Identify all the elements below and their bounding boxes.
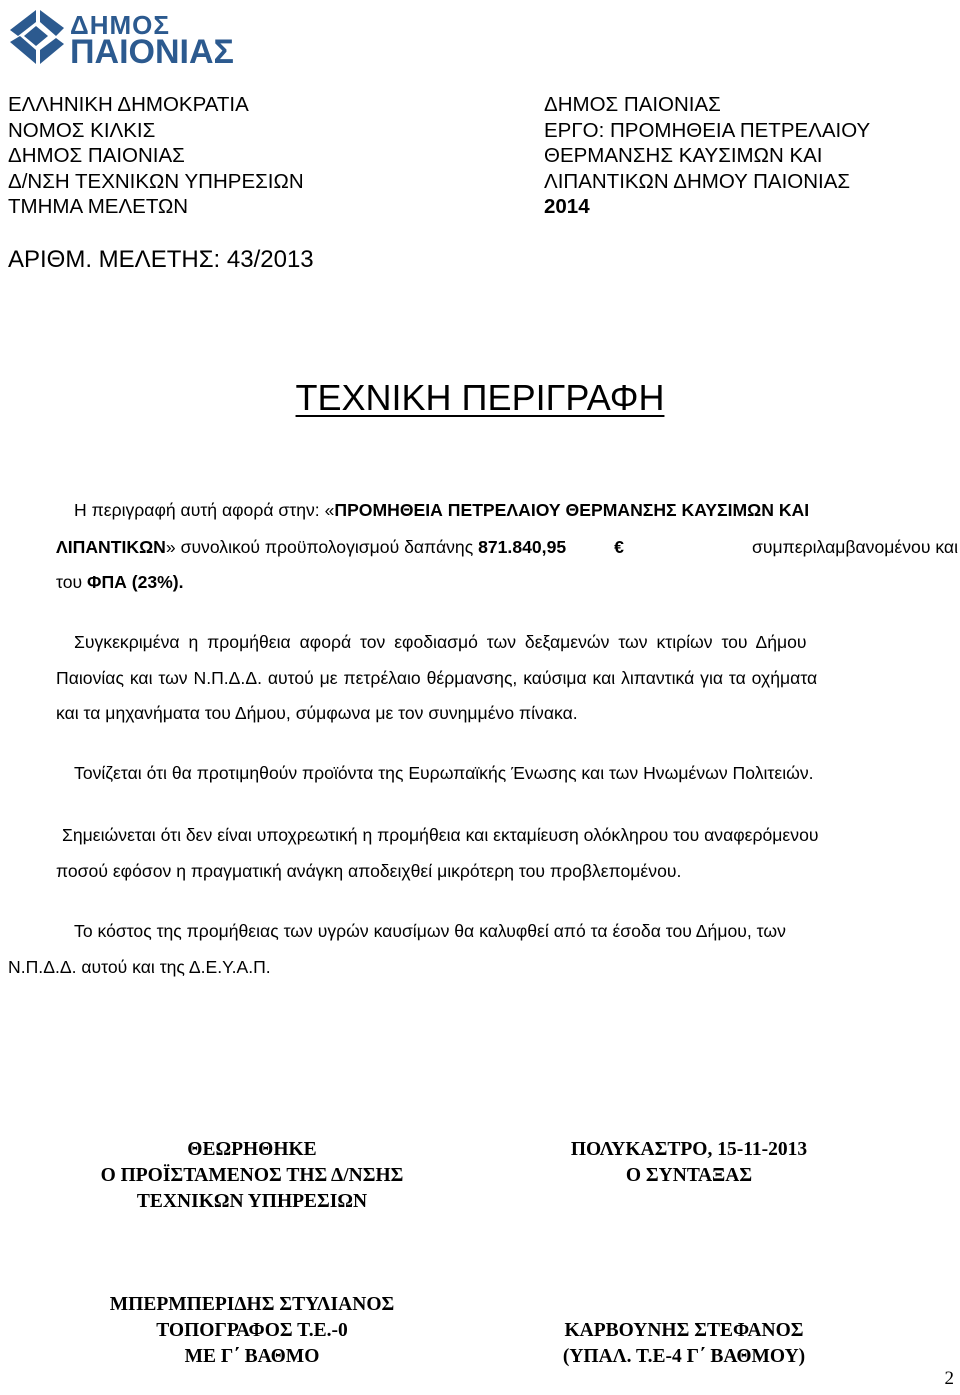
paragraph2-line2	[56, 668, 817, 689]
logo-text-line2: ΠΑΙΟΝΙΑΣ	[70, 33, 234, 71]
page-title: ΤΕΧΝΙΚΗ ΠΕΡΙΓΡΑΦΗ	[295, 377, 665, 418]
page-number: 2	[944, 1368, 954, 1389]
signature-left-heading	[52, 1137, 452, 1215]
paragraph2-line3	[56, 703, 578, 724]
header-right-line: ΔΗΜΟΣ ΠΑΙΟΝΙΑΣ	[544, 93, 721, 116]
paragraph2-text: Παιονίας και των Ν.Π.Δ.Δ. αυτού με πετρέλαιο θέρμανσης, καύσιμα και λιπαντικά για τα οχήματα	[56, 668, 818, 688]
paragraph1-bold-text: ΛΙΠΑΝΤΙΚΩΝ	[56, 537, 166, 557]
header-left-line: ΕΛΛΗΝΙΚΗ ΔΗΜΟΚΡΑΤΙΑ	[8, 93, 249, 116]
header-left-line: ΝΟΜΟΣ ΚΙΛΚΙΣ	[8, 118, 156, 142]
paragraph5-line1: Το κόστος της προμήθειας των υγρών καυσίμων θα καλυφθεί από τα έσοδα του Δήμου, των	[74, 921, 786, 941]
header-right-block	[544, 92, 870, 220]
signature-line: Ο ΠΡΟΪΣΤΑΜΕΝΟΣ ΤΗΣ Δ/ΝΣΗΣ	[100, 1165, 404, 1186]
header-left-line: ΔΗΜΟΣ ΠΑΙΟΝΙΑΣ	[8, 144, 185, 167]
header-year: 2014	[544, 195, 590, 218]
logo-text-line1: ΔΗΜΟΣ	[70, 10, 170, 40]
budget-amount: 871.840,95	[478, 537, 567, 557]
header-right-line: ΛΙΠΑΝΤΙΚΩΝ ΔΗΜΟΥ ΠΑΙΟΝΙΑΣ	[544, 169, 851, 193]
signature-right-heading	[494, 1137, 884, 1189]
signature-line: ΜΠΕΡΜΠΕΡΙΔΗΣ ΣΤΥΛΙΑΝΟΣ	[109, 1294, 395, 1315]
paragraph1-line2	[56, 537, 958, 558]
signature-line: ΘΕΩΡΗΘΗΚΕ	[187, 1139, 317, 1160]
paragraph4-line1: Σημειώνεται ότι δεν είναι υποχρεωτική η προμήθεια και εκταμίευση ολόκληρου του αναφερόμενου	[62, 825, 819, 845]
signature-line: ΚΑΡΒΟΥΝΗΣ ΣΤΕΦΑΝΟΣ	[564, 1320, 804, 1341]
study-number: ΑΡΙΘΜ. ΜΕΛΕΤΗΣ: 43/2013	[8, 246, 314, 273]
municipality-logo	[6, 8, 246, 71]
signature-line: ΤΕΧΝΙΚΩΝ ΥΠΗΡΕΣΙΩΝ	[136, 1191, 368, 1212]
signature-line: Ο ΣΥΝΤΑΞΑΣ	[625, 1165, 753, 1186]
paragraph2-text: Συγκεκριμένα η προμήθεια αφορά τον εφοδιασμό των δεξαμενών των κτιρίων του Δήμου	[74, 632, 807, 652]
signature-right-name	[479, 1318, 889, 1370]
signature-line: (ΥΠΑΛ. Τ.Ε-4 Γ΄ ΒΑΘΜΟΥ)	[562, 1346, 806, 1367]
paragraph1-line3	[56, 572, 184, 593]
paragraph5-line2: Ν.Π.Δ.Δ. αυτού και της Δ.Ε.Υ.Α.Π.	[8, 957, 271, 977]
paragraph4-line2: ποσού εφόσον η πραγματική ανάγκη αποδειχθεί μικρότερη του προβλεπομένου.	[56, 861, 682, 881]
signature-line: ΤΟΠΟΓΡΑΦΟΣ Τ.Ε.-0	[156, 1320, 348, 1341]
header-left-line: Δ/ΝΣΗ ΤΕΧΝΙΚΩΝ ΥΠΗΡΕΣΙΩΝ	[8, 169, 304, 193]
header-right-line: ΕΡΓΟ: ΠΡΟΜΗΘΕΙΑ ΠΕΤΡΕΛΑΙΟΥ	[544, 118, 871, 142]
paragraph1-text: Η περιγραφή αυτή αφορά στην: «	[74, 500, 335, 520]
paragraph1-text: » συνολικού προϋπολογισμού δαπάνης	[165, 537, 479, 557]
currency-symbol: €	[614, 537, 624, 557]
header-left-block	[8, 92, 304, 220]
paragraph3: Τονίζεται ότι θα προτιμηθούν προϊόντα της Ευρωπαϊκής Ένωσης και των Ηνωμένων Πολιτειών.	[74, 763, 814, 783]
paragraph2-line1	[74, 632, 959, 653]
paragraph1-bold-text: ΠΡΟΜΗΘΕΙΑ ΠΕΤΡΕΛΑΙΟΥ ΘΕΡΜΑΝΣΗΣ ΚΑΥΣΙΜΩΝ ΚΑΙ	[334, 500, 810, 520]
signature-left-name	[52, 1292, 452, 1370]
header-left-line: ΤΜΗΜΑ ΜΕΛΕΤΩΝ	[8, 195, 189, 218]
paragraph1-text: του	[56, 572, 87, 592]
signature-line: ΜΕ Γ΄ ΒΑΘΜΟ	[184, 1346, 320, 1367]
logo-emblem-icon	[6, 8, 68, 66]
paragraph1-text: συμπεριλαμβανομένου και	[752, 537, 958, 557]
vat-note: ΦΠΑ (23%).	[87, 572, 184, 592]
paragraph1-line1	[74, 500, 809, 521]
paragraph2-text: και τα μηχανήματα του Δήμου, σύμφωνα με τον συνημμένο πίνακα.	[56, 703, 578, 723]
signature-line: ΠΟΛΥΚΑΣΤΡΟ, 15-11-2013	[570, 1139, 808, 1160]
header-right-line: ΘΕΡΜΑΝΣΗΣ ΚΑΥΣΙΜΩΝ ΚΑΙ	[544, 144, 823, 167]
